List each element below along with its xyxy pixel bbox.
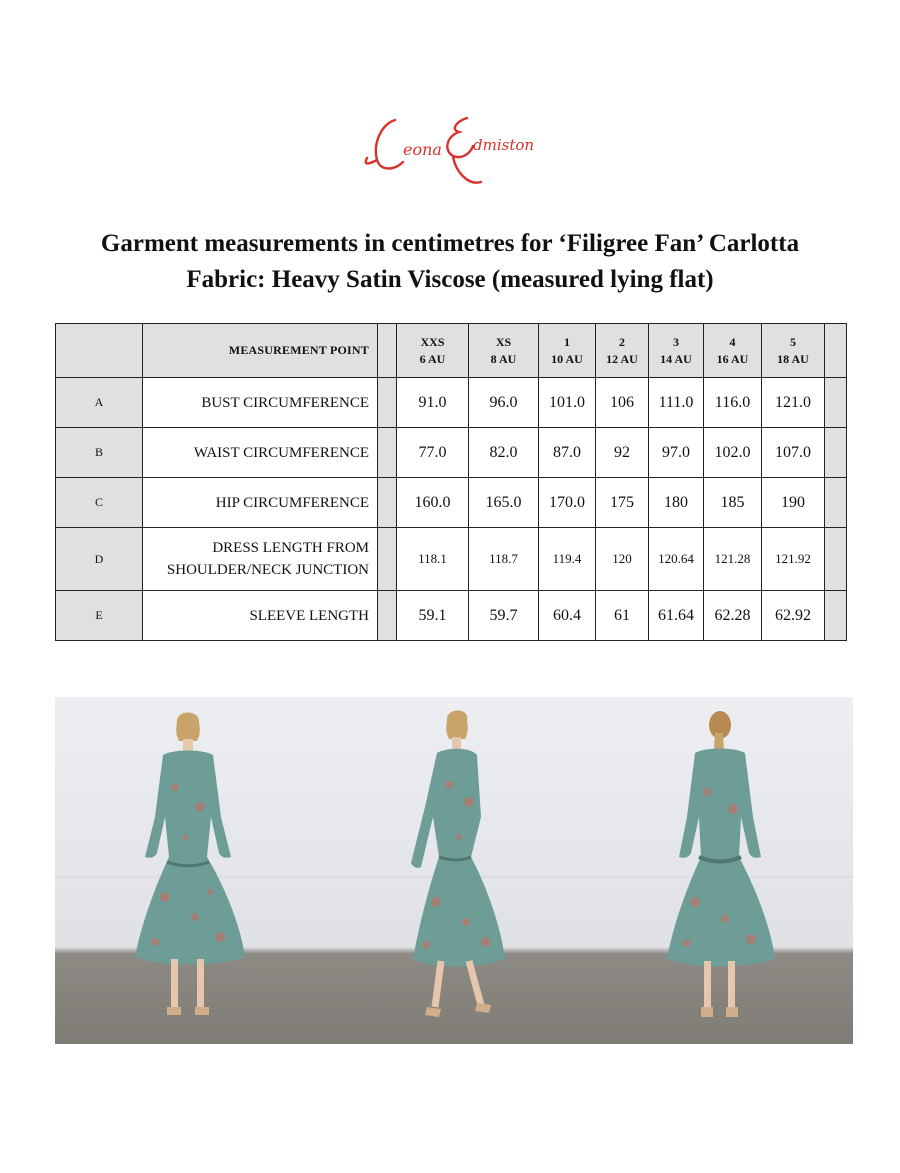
row-value: 82.0 (469, 428, 539, 478)
product-photo-back (587, 697, 853, 1044)
row-letter: D (56, 528, 143, 591)
product-photo-strip (55, 697, 854, 1044)
size-label: XS (495, 334, 512, 349)
row-value: 92 (596, 428, 649, 478)
row-value: 97.0 (649, 428, 704, 478)
brand-logo (355, 100, 545, 195)
size-label: 2 (619, 334, 625, 349)
row-value: 120.64 (649, 528, 704, 591)
row-value: 87.0 (539, 428, 596, 478)
row-label: WAIST CIRCUMFERENCE (143, 428, 378, 478)
row-value: 121.0 (762, 378, 825, 428)
model-back-figure (587, 697, 853, 1044)
size-header (704, 324, 762, 378)
brand-logo-text-right: dmiston (473, 136, 535, 154)
row-value: 77.0 (397, 428, 469, 478)
row-value: 118.7 (469, 528, 539, 591)
header-end-cell (825, 324, 847, 378)
size-au-label: 18 AU (777, 351, 809, 366)
row-value: 165.0 (469, 478, 539, 528)
size-au-label: 8 AU (490, 351, 517, 366)
row-value: 185 (704, 478, 762, 528)
document-subtitle: Fabric: Heavy Satin Viscose (measured lying flat) (186, 266, 714, 293)
row-value: 62.92 (762, 591, 825, 641)
size-label: 1 (564, 334, 570, 349)
row-value: 107.0 (762, 428, 825, 478)
measurement-table (55, 323, 847, 641)
size-au-label: 16 AU (716, 351, 749, 366)
row-value: 61.64 (649, 591, 704, 641)
size-header (469, 324, 539, 378)
row-end (825, 478, 847, 528)
row-letter: A (56, 378, 143, 428)
row-value: 116.0 (704, 378, 762, 428)
row-value: 62.28 (704, 591, 762, 641)
row-value: 120 (596, 528, 649, 591)
header-spacer-cell (378, 324, 397, 378)
size-label: 4 (729, 334, 736, 349)
row-end (825, 528, 847, 591)
table-row (56, 428, 847, 478)
brand-logo-text-left: eona (403, 140, 442, 159)
row-value: 111.0 (649, 378, 704, 428)
table-row (56, 591, 847, 641)
row-value: 102.0 (704, 428, 762, 478)
row-spacer (378, 428, 397, 478)
row-value: 61 (596, 591, 649, 641)
row-spacer (378, 591, 397, 641)
row-value: 59.7 (469, 591, 539, 641)
row-value: 118.1 (397, 528, 469, 591)
row-label-line: DRESS LENGTH FROM (212, 540, 369, 556)
size-header (397, 324, 469, 378)
model-side-figure (321, 697, 587, 1044)
size-au-label: 10 AU (551, 351, 583, 366)
product-photo-side (321, 697, 587, 1044)
size-label: XXS (420, 334, 445, 349)
row-value: 121.92 (762, 528, 825, 591)
row-value: 190 (762, 478, 825, 528)
row-end (825, 591, 847, 641)
size-header (596, 324, 649, 378)
row-value: 60.4 (539, 591, 596, 641)
size-au-label: 12 AU (606, 351, 638, 366)
measurement-point-header: MEASUREMENT POINT (143, 324, 378, 378)
row-end (825, 428, 847, 478)
size-label: 3 (673, 334, 679, 349)
size-header (649, 324, 704, 378)
size-au-label: 14 AU (660, 351, 692, 366)
row-value: 180 (649, 478, 704, 528)
row-value: 175 (596, 478, 649, 528)
row-value: 119.4 (539, 528, 596, 591)
row-value: 59.1 (397, 591, 469, 641)
size-header (762, 324, 825, 378)
row-value: 101.0 (539, 378, 596, 428)
header-letter-cell (56, 324, 143, 378)
row-end (825, 378, 847, 428)
row-letter: B (56, 428, 143, 478)
document-title: Garment measurements in centimetres for ‘Filigree Fan’ Carlotta (100, 230, 800, 257)
row-value: 91.0 (397, 378, 469, 428)
table-header-row (56, 324, 847, 378)
row-spacer (378, 378, 397, 428)
row-label: SLEEVE LENGTH (143, 591, 378, 641)
size-au-label: 6 AU (419, 351, 446, 366)
row-label: BUST CIRCUMFERENCE (143, 378, 378, 428)
brand-logo-script (355, 100, 545, 195)
product-photo-front (55, 697, 321, 1044)
size-header (539, 324, 596, 378)
table-row (56, 378, 847, 428)
table-row (56, 528, 847, 591)
row-spacer (378, 478, 397, 528)
row-label-line: SHOULDER/NECK JUNCTION (166, 562, 369, 578)
row-label (143, 528, 378, 591)
row-value: 96.0 (469, 378, 539, 428)
size-label: 5 (790, 334, 796, 349)
row-letter: C (56, 478, 143, 528)
row-spacer (378, 528, 397, 591)
row-letter: E (56, 591, 143, 641)
model-front-figure (55, 697, 321, 1044)
table-row (56, 478, 847, 528)
row-value: 160.0 (397, 478, 469, 528)
row-value: 170.0 (539, 478, 596, 528)
row-value: 121.28 (704, 528, 762, 591)
row-value: 106 (596, 378, 649, 428)
row-label: HIP CIRCUMFERENCE (143, 478, 378, 528)
